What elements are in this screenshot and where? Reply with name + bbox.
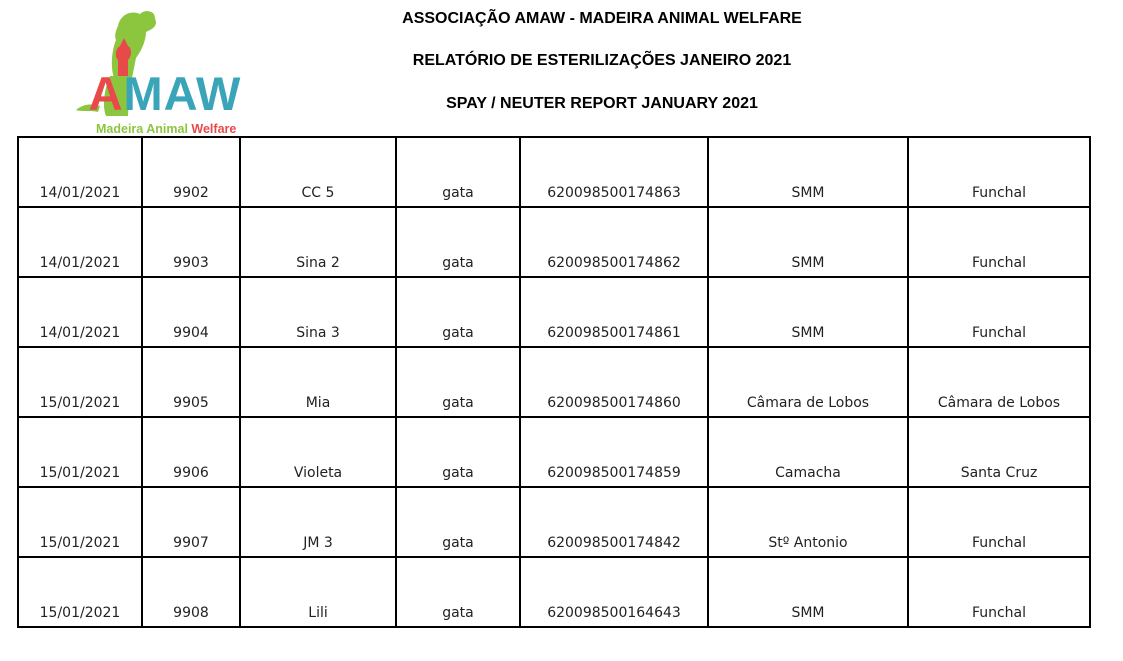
location-cell: SMM (708, 557, 908, 627)
number-cell: 9905 (142, 347, 240, 417)
animal-name-cell: Sina 3 (240, 277, 396, 347)
animal-name-cell: Sina 2 (240, 207, 396, 277)
amaw-logo (70, 6, 260, 138)
animal-type-cell: gata (396, 487, 520, 557)
animal-name-cell: Lili (240, 557, 396, 627)
municipality-cell: Funchal (908, 277, 1090, 347)
report-title-en: SPAY / NEUTER REPORT JANUARY 2021 (446, 95, 758, 112)
chip-number-cell: 620098500174863 (520, 137, 708, 207)
table-row (18, 557, 1090, 627)
chip-number-cell: 620098500174861 (520, 277, 708, 347)
municipality-cell: Funchal (908, 207, 1090, 277)
location-cell: SMM (708, 207, 908, 277)
location-cell: Stº Antonio (708, 487, 908, 557)
date-cell: 15/01/2021 (18, 487, 142, 557)
org-name: ASSOCIAÇÃO AMAW - MADEIRA ANIMAL WELFARE (402, 10, 802, 27)
number-cell: 9907 (142, 487, 240, 557)
number-cell: 9908 (142, 557, 240, 627)
spay-neuter-table (17, 136, 1091, 628)
animal-type-cell: gata (396, 347, 520, 417)
chip-number-cell: 620098500174860 (520, 347, 708, 417)
table-row (18, 417, 1090, 487)
chip-number-cell: 620098500174842 (520, 487, 708, 557)
municipality-cell: Santa Cruz (908, 417, 1090, 487)
chip-number-cell: 620098500164643 (520, 557, 708, 627)
table-row (18, 277, 1090, 347)
table-row (18, 487, 1090, 557)
table-row (18, 207, 1090, 277)
table-row (18, 347, 1090, 417)
municipality-cell: Funchal (908, 487, 1090, 557)
animal-name-cell: Violeta (240, 417, 396, 487)
date-cell: 15/01/2021 (18, 347, 142, 417)
number-cell: 9904 (142, 277, 240, 347)
location-cell: Câmara de Lobos (708, 347, 908, 417)
chip-number-cell: 620098500174862 (520, 207, 708, 277)
date-cell: 14/01/2021 (18, 137, 142, 207)
number-cell: 9906 (142, 417, 240, 487)
logo-tagline: Madeira Animal Welfare (96, 122, 237, 136)
animal-type-cell: gata (396, 417, 520, 487)
number-cell: 9903 (142, 207, 240, 277)
municipality-cell: Funchal (908, 137, 1090, 207)
number-cell: 9902 (142, 137, 240, 207)
municipality-cell: Câmara de Lobos (908, 347, 1090, 417)
location-cell: Camacha (708, 417, 908, 487)
table-row (18, 137, 1090, 207)
animal-name-cell: CC 5 (240, 137, 396, 207)
location-cell: SMM (708, 137, 908, 207)
logo-wordmark: AMAW (88, 67, 242, 120)
municipality-cell: Funchal (908, 557, 1090, 627)
date-cell: 15/01/2021 (18, 557, 142, 627)
report-title-pt: RELATÓRIO DE ESTERILIZAÇÕES JANEIRO 2021 (412, 52, 792, 69)
animal-name-cell: JM 3 (240, 487, 396, 557)
date-cell: 14/01/2021 (18, 207, 142, 277)
animal-type-cell: gata (396, 557, 520, 627)
location-cell: SMM (708, 277, 908, 347)
date-cell: 14/01/2021 (18, 277, 142, 347)
animal-type-cell: gata (396, 137, 520, 207)
date-cell: 15/01/2021 (18, 417, 142, 487)
chip-number-cell: 620098500174859 (520, 417, 708, 487)
animal-type-cell: gata (396, 277, 520, 347)
animal-type-cell: gata (396, 207, 520, 277)
animal-name-cell: Mia (240, 347, 396, 417)
